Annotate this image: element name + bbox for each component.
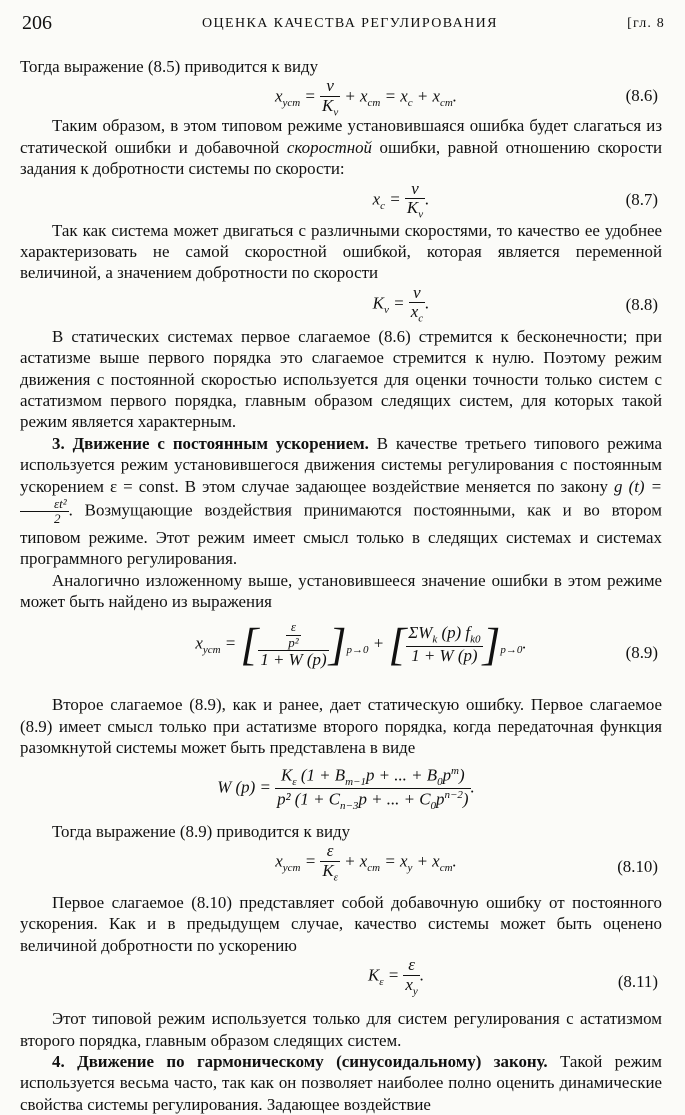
page-body — [20, 56, 662, 1115]
running-title: ОЦЕНКА КАЧЕСТВА РЕГУЛИРОВАНИЯ — [202, 16, 498, 31]
equation-number: (8.11) — [617, 972, 658, 992]
equation-8-6: $x_{уст}$ = $\frac{v}{K_v}$ + $x_{ст} = x_с + x_{ст}$. (8.6) — [274, 76, 658, 119]
section-heading: 3. Движение с постоянным ускорением. — [52, 433, 369, 453]
paragraph: В статических системах первое слагаемое (8.6) стремится к бесконечности; при астатизме выше первого порядка это слагаемое стремится к нулю. Поэтому режим движения с постоянной скоростью используется для оценки точности только систем с астатизмом первого порядка, главным образом следящих систем, для которых такой режим является характерным. — [20, 326, 662, 432]
section-heading: 4. Движение по гармоническому (синусоидальному) закону. — [52, 1051, 548, 1071]
equation-8-9: $x_{уст}$ = [ $\frac{\frac{\varepsilon}{\text{p²}}}{1 + W (p)}$ ]$_{p\to 0}$ + [ $\frac{\Sigma W_k (p) f_{k0}}{1 + W (p)}$ ]$_{p\to 0}$. (8.9) — [195, 618, 658, 670]
equation-8-10: $x_{уст}$ = $\frac{\varepsilon}{K_\varepsilon}$ + $x_{ст} = x_у + x_{ст}$. (8.10) — [275, 840, 658, 883]
paragraph: Первое слагаемое (8.10) представляет собой добавочную ошибку от постоянного ускорения. Как и в предыдущем случае, качество системы может быть оценено величиной добротности по ускорению — [20, 892, 662, 955]
page-number: 206 — [22, 12, 52, 34]
equation-transfer-function: W (p) = $\frac{K_\varepsilon (1 + B_{m-1}p + ... + B_0p^m)}{p^2 (1 + C_{n-3}p + ... + C_0p^{n-2})}$ . — [217, 764, 475, 812]
paragraph: Второе слагаемое (8.9), как и ранее, дает статическую ошибку. Первое слагаемое (8.9) имеет смысл только при астатизме второго порядка, когда передаточная функция разомкнутой системы может быть представлена в виде — [20, 695, 662, 758]
equation-8-7: $x_с$ = $\frac{v}{K_v}$ . (8.7) — [372, 178, 658, 221]
equation-8-8: $K_v$ = $\frac{v}{x_с}$ . (8.8) — [372, 282, 658, 325]
equation-number: (8.10) — [617, 856, 658, 876]
paragraph: Этот типовой режим используется только для систем регулирования с астатизмом второго порядка, главным образом следящих систем. — [20, 1009, 662, 1050]
running-header — [22, 12, 665, 38]
paragraph: Тогда выражение (8.5) приводится к виду — [20, 57, 319, 76]
equation-number: (8.9) — [625, 643, 658, 663]
equation-8-11: $K_\varepsilon$ = $\frac{\varepsilon}{x_у}$ . (8.11) — [367, 955, 658, 998]
chapter-label: [гл. 8 — [627, 16, 665, 31]
paragraph: Тогда выражение (8.9) приводится к виду — [52, 821, 351, 841]
equation-number: (8.7) — [625, 189, 658, 209]
paragraph: Таким образом, в этом типовом режиме установившаяся ошибка будет слагаться из статической ошибки и добавочной скоростной ошибки, равной отношению скорости задания к добротности системы по скорости: — [20, 116, 663, 179]
paragraph: 4. Движение по гармоническому (синусоидальному) закону. Такой режим используется весьма часто, так как он позволяет наиболее полно оценить динамические свойства системы регулирования. Задающее воздействие — [20, 1051, 662, 1114]
equation-number: (8.6) — [625, 86, 658, 106]
equation-number: (8.8) — [625, 294, 658, 314]
paragraph: Аналогично изложенному выше, установившееся значение ошибки в этом режиме может быть найдено из выражения — [20, 570, 662, 611]
paragraph: Так как система может двигаться с различными скоростями, то качество ее удобнее характеризовать не самой скоростной ошибкой, которая является переменной величиной, а значением добротности по скорости — [20, 220, 662, 283]
paragraph: 3. Движение с постоянным ускорением. В качестве третьего типового режима используется режим установившегося движения системы регулирования с постоянным ускорением ε = const. В этом случае задающее воздействие меняется по закону g (t) = $\frac{\text{εt²}}{2}$ . Возмущающие воздействия принимаются постоянными, как и во втором типовом режиме. Этот режим имеет смысл только в следящих системах и системах программного регулирования. — [20, 433, 662, 569]
